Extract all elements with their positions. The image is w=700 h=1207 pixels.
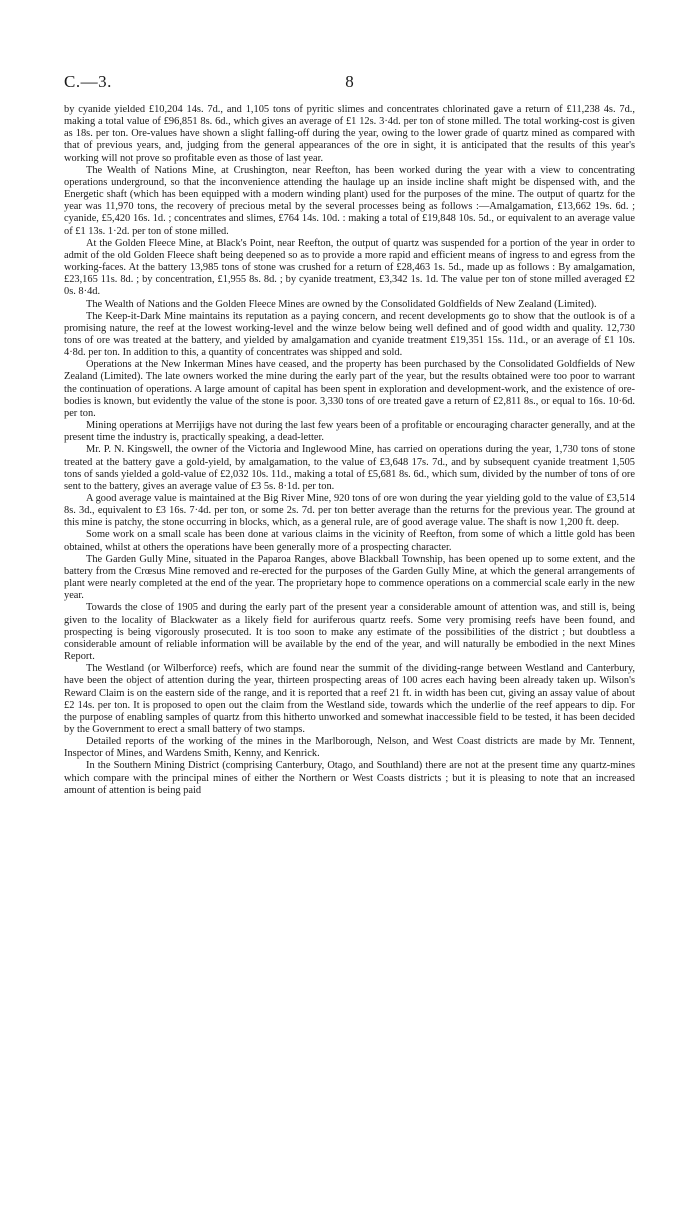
- page-header: [64, 72, 635, 102]
- paragraph-blackwater: Towards the close of 1905 and during the early part of the present year a considerable amount of attention was, and still is, being given to the locality of Blackwater as a likely field for auriferous quartz reefs. Some very promising reefs have been found, and prospecting is being vigorously prosecuted. It is too soon to make any estimate of the possibilities of the district ; but doubtless a considerable amount of reliable information will be available by the end of the year, and will naturally be embodied in the next Mines Report.: [64, 602, 635, 663]
- document-page: [64, 72, 635, 797]
- paragraph-westland-reefs: The Westland (or Wilberforce) reefs, which are found near the summit of the dividing-range between Westland and Canterbury, have been the object of attention during the year, thirteen prospecting areas of 100 acres each having been already taken up. Wilson's Reward Claim is on the eastern side of the range, and it is reported that a reef 21 ft. in width has been cut, giving an assay value of about £2 14s. per ton. It is proposed to open out the claim from the Westland side, towards which the underlie of the reef appears to dip. For the purpose of enabling samples of quartz from this hitherto unworked and somewhat inaccessible field to be tested, it has been decided by the Government to erect a small battery of two stamps.: [64, 663, 635, 735]
- paragraph-detailed-reports: Detailed reports of the working of the mines in the Marlborough, Nelson, and West Coast districts are made by Mr. Tennent, Inspector of Mines, and Wardens Smith, Kenny, and Kenrick.: [64, 736, 635, 760]
- body-text: [64, 104, 635, 797]
- paragraph-golden-fleece-mine: At the Golden Fleece Mine, at Black's Point, near Reefton, the output of quartz was suspended for a portion of the year in order to admit of the old Golden Fleece shaft being deepened so as to provide a more rapid and efficient means of ingress to and egress from the working-faces. At the battery 13,985 tons of stone was crushed for a return of £28,463 1s. 5d., made up as follows : By amalgamation, £23,165 11s. 8d. ; by concentration, £1,955 8s. 8d. ; by cyanide treatment, £3,342 1s. 1d. The value per ton of stone milled averaged £2 0s. 8·4d.: [64, 237, 635, 298]
- paragraph-ownership: The Wealth of Nations and the Golden Fleece Mines are owned by the Consolidated Goldfields of New Zealand (Limited).: [86, 298, 597, 310]
- paragraph-merrijigs: Mining operations at Merrijigs have not during the last few years been of a profitable or encouraging character generally, and at the present time the industry is, practically speaking, a dead-letter.: [64, 420, 635, 444]
- paragraph-wealth-of-nations-mine: The Wealth of Nations Mine, at Crushington, near Reefton, has been worked during the year with a view to concentrating operations underground, so that the inconvenience attending the haulage up an inside incline shaft might be dispensed with, and the Energetic shaft (which has been equipped with a modern winding plant) used for the purposes of the mine. The output of quartz for the year was 11,970 tons, the recovery of precious metal by the several processes being as follows :—Amalgamation, £13,662 19s. 6d. ; cyanide, £5,420 16s. 1d. ; concentrates and slimes, £764 14s. 10d. : making a total of £19,848 10s. 5d., or equivalent to an average value of £1 13s. 1·2d. per ton of stone milled.: [64, 164, 635, 237]
- paragraph-garden-gully-mine: The Garden Gully Mine, situated in the Paparoa Ranges, above Blackball Township, has been opened up to some extent, and the battery from the Crœsus Mine removed and re-erected for the purposes of the Garden Gully Mine, at which the general arrangements of plant were nearly completed at the end of the year. The proprietary hope to commence operations on a commercial scale early in the new year.: [64, 553, 635, 602]
- document-reference: C.—3.: [64, 72, 112, 91]
- paragraph-big-river-mine: A good average value is maintained at the Big River Mine, 920 tons of ore won during the year yielding gold to the value of £3,514 8s. 3d., equivalent to £3 16s. 7·4d. per ton, or some 2s. 7d. per ton better average than the returns for the previous year. The ground at this mine is patchy, the stone occurring in blocks, which, as a general rule, are of good average value. The shaft is now 1,200 ft. deep.: [64, 493, 635, 529]
- paragraph-southern-mining-district: In the Southern Mining District (comprising Canterbury, Otago, and Southland) there are not at the present time any quartz-mines which compare with the principal mines of either the Northern or West Coasts districts ; but it is pleasing to note that an increased amount of attention is being paid: [64, 760, 635, 796]
- paragraph-new-inkerman-mines: Operations at the New Inkerman Mines have ceased, and the property has been purchased by the Consolidated Goldfields of New Zealand (Limited). The late owners worked the mine during the early part of the year, but the results obtained were too poor to warrant the continuation of operations. A large amount of capital has been spent in exploration and development-work, and the existence of ore-bodies is known, but evidently the value of the stone is poor. 3,330 tons of ore treated gave a return of £2,811 8s., or equal to 16s. 10·6d. per ton.: [64, 359, 635, 419]
- paragraph-victoria-inglewood-mine: Mr. P. N. Kingswell, the owner of the Victoria and Inglewood Mine, has carried on operations during the year, 1,730 tons of stone treated at the battery gave a gold-yield, by amalgamation, to the value of £3,648 17s. 7d., and by subsequent cyanide treatment 1,505 tons of sands yielded a gold-value of £2,032 10s. 11d., making a total of £5,681 8s. 6d., which sum, divided by the number of tons of ore sent to the battery, gives an average value of £3 5s. 8·1d. per ton.: [64, 444, 635, 492]
- paragraph-continued-cyanide-results: by cyanide yielded £10,204 14s. 7d., and 1,105 tons of pyritic slimes and concentrates chlorinated gave a return of £11,238 4s. 7d., making a total value of £96,851 8s. 6d., which gives an average of £1 12s. 3·4d. per ton of stone milled. The total working-cost is given as 18s. per ton. Ore-values have shown a slight falling-off during the year, owing to the lower grade of quartz mined as compared with that of previous years, and, judging from the general appearances of the ore in sight, it is anticipated that the results of this year's working will not prove so profitable even as those of last year.: [64, 104, 635, 164]
- paragraph-reefton-claims: Some work on a small scale has been done at various claims in the vicinity of Reefton, from some of which a little gold has been obtained, whilst at others the operations have been generally more of a prospecting character.: [64, 529, 635, 553]
- page-number: 8: [345, 72, 354, 91]
- paragraph-keep-it-dark-mine: The Keep-it-Dark Mine maintains its reputation as a paying concern, and recent developments go to show that the outlook is of a promising nature, the reef at the lowest working-level and the winze below being well defined and of good width and quality. 12,730 tons of ore was treated at the battery, and yielded by amalgamation and cyanide treatment £19,351 15s. 11d., or an average of £1 10s. 4·8d. per ton. In addition to this, a quantity of concentrates was shipped and sold.: [64, 310, 635, 359]
